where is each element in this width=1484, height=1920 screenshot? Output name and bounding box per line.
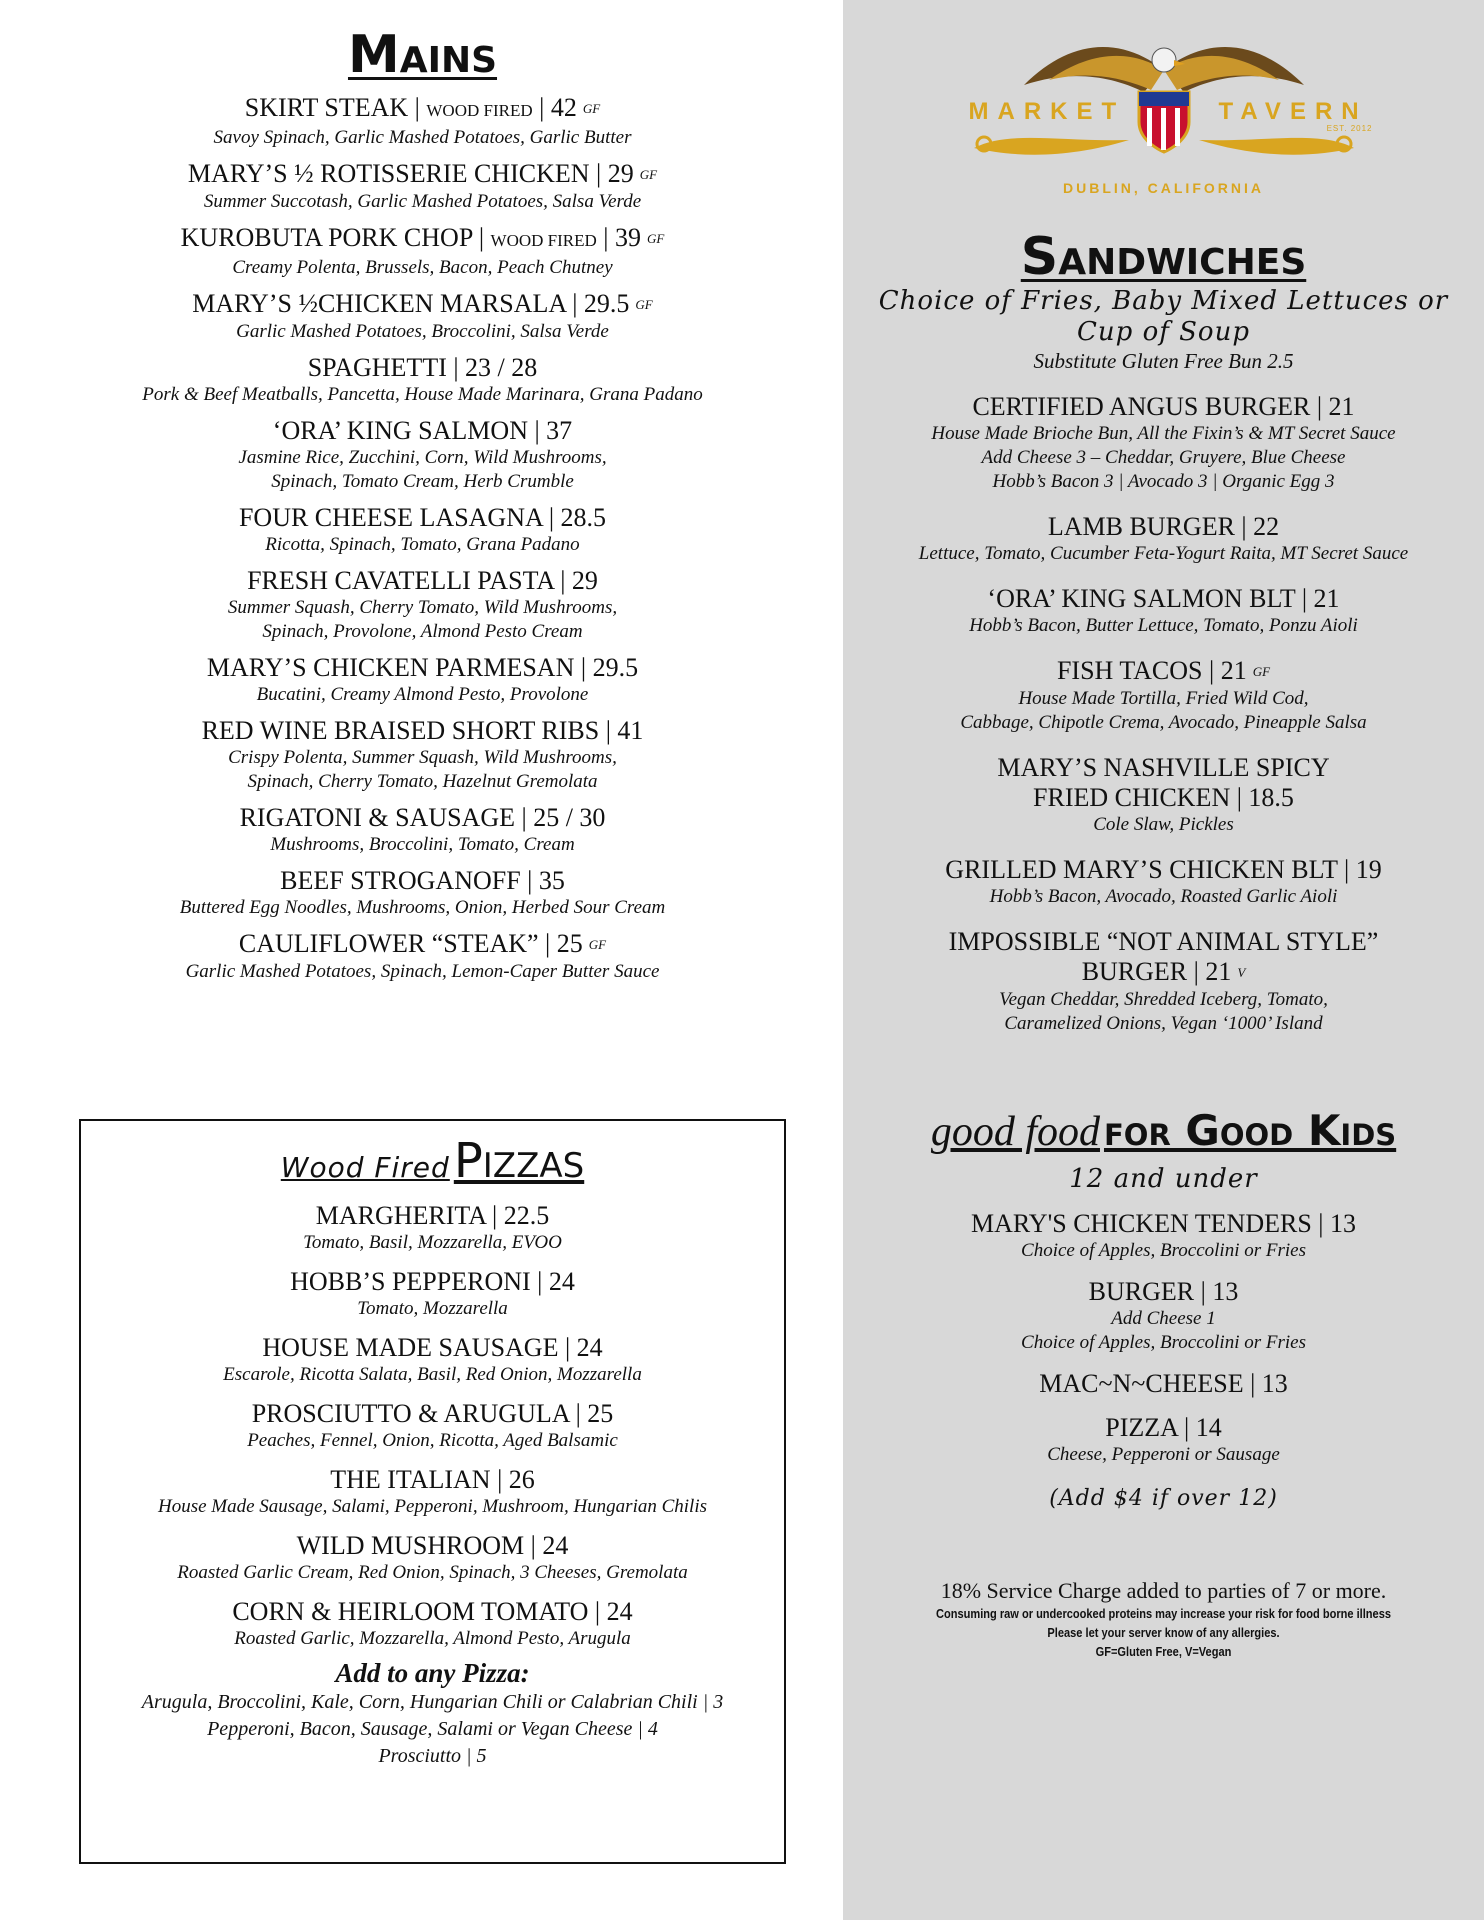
item-name-line <box>80 93 765 126</box>
item-name: SKIRT STEAK | <box>244 93 420 122</box>
mains-section <box>80 26 765 984</box>
kids-title-caps: for Good Kids <box>1103 1106 1397 1155</box>
logo-est: EST. 2012 <box>1326 124 1373 133</box>
item-description: Choice of Apples, Broccolini or Fries <box>1021 1240 1306 1261</box>
item-name-line <box>81 1267 784 1297</box>
addon-line: Arugula, Broccolini, Kale, Corn, Hungarian Chili or Calabrian Chili | 3 <box>141 1691 724 1713</box>
item-description: Add Cheese 3 – Cheddar, Gruyere, Blue Cheese <box>981 447 1346 468</box>
item-description: Cole Slaw, Pickles <box>1093 814 1234 835</box>
item-name-line <box>862 1209 1465 1239</box>
item-description: Ricotta, Spinach, Tomato, Grana Padano <box>265 534 580 555</box>
menu-item <box>862 392 1465 494</box>
item-name: MARY’S NASHVILLE SPICY <box>997 753 1330 782</box>
item-name: PIZZA | 14 <box>1105 1413 1222 1442</box>
item-description: Crispy Polenta, Summer Squash, Wild Mushrooms, <box>228 747 617 768</box>
menu-item <box>81 1465 784 1519</box>
item-name: FRESH CAVATELLI PASTA | 29 <box>247 566 598 595</box>
item-name: FRIED CHICKEN | 18.5 <box>1033 783 1294 812</box>
item-description: Spinach, Provolone, Almond Pesto Cream <box>262 621 583 642</box>
item-name: MARY’S CHICKEN PARMESAN | 29.5 <box>206 653 639 682</box>
diet-legend: GF=Gluten Free, V=Vegan <box>1095 1644 1232 1659</box>
item-description: Escarole, Ricotta Salata, Basil, Red Onion, Mozzarella <box>223 1364 642 1385</box>
item-name: BURGER | 21 <box>1081 957 1232 986</box>
item-name-line <box>80 929 765 960</box>
diet-tag: GF <box>1252 664 1271 679</box>
menu-item <box>862 927 1465 1036</box>
item-name: IMPOSSIBLE “NOT ANIMAL STYLE” <box>948 927 1379 956</box>
menu-item <box>81 1267 784 1321</box>
pizza-list <box>81 1201 784 1651</box>
item-name: GRILLED MARY’S CHICKEN BLT | 19 <box>945 855 1382 884</box>
item-name: CORN & HEIRLOOM TOMATO | 24 <box>232 1597 633 1626</box>
menu-item <box>80 223 765 280</box>
gluten-free-bun-note: Substitute Gluten Free Bun 2.5 <box>1033 349 1294 373</box>
item-price: | 42 <box>539 93 577 122</box>
pizza-title-prefix: Wood Fired <box>280 1151 450 1184</box>
item-name: CAULIFLOWER “STEAK” | 25 <box>238 929 583 958</box>
item-name-line <box>862 512 1465 542</box>
menu-item <box>862 753 1465 837</box>
item-name-line <box>80 566 765 596</box>
item-name-line <box>80 803 765 833</box>
menu-item <box>862 656 1465 735</box>
item-name-line <box>862 584 1465 614</box>
item-name-line <box>81 1465 784 1495</box>
addon-line: Prosciutto | 5 <box>378 1745 487 1767</box>
menu-item <box>81 1333 784 1387</box>
item-name: ‘ORA’ KING SALMON BLT | 21 <box>987 584 1340 613</box>
item-name-line <box>81 1597 784 1627</box>
item-name-line <box>80 416 765 446</box>
item-name-line <box>80 159 765 190</box>
item-description: Roasted Garlic Cream, Red Onion, Spinach, 3 Cheeses, Gremolata <box>177 1562 688 1583</box>
item-name: PROSCIUTTO & ARUGULA | 25 <box>251 1399 614 1428</box>
item-description: Spinach, Cherry Tomato, Hazelnut Gremolata <box>247 771 598 792</box>
item-description: Bucatini, Creamy Almond Pesto, Provolone <box>256 684 589 705</box>
item-description: House Made Sausage, Salami, Pepperoni, Mushroom, Hungarian Chilis <box>157 1496 708 1517</box>
mains-title: Mains <box>347 25 498 85</box>
item-name-line <box>862 1277 1465 1307</box>
item-description: Peaches, Fennel, Onion, Ricotta, Aged Balsamic <box>247 1430 618 1451</box>
item-name-line <box>862 927 1465 957</box>
item-description: Lettuce, Tomato, Cucumber Feta-Yogurt Raita, MT Secret Sauce <box>918 543 1409 564</box>
pizza-section <box>79 1119 786 1864</box>
kids-title-script: good food <box>930 1109 1100 1155</box>
menu-item <box>80 653 765 707</box>
menu-item <box>862 512 1465 566</box>
item-description: Tomato, Mozzarella <box>357 1298 508 1319</box>
diet-tag: GF <box>639 167 658 182</box>
allergy-note: Please let your server know of any allergies. <box>1047 1625 1280 1640</box>
cooking-method: WOOD FIRED <box>490 231 597 250</box>
item-name: HOBB’S PEPPERONI | 24 <box>290 1267 575 1296</box>
item-name-line <box>862 855 1465 885</box>
pizza-title-main: Pizzas <box>453 1133 585 1189</box>
item-description: Spinach, Tomato Cream, Herb Crumble <box>271 471 574 492</box>
menu-item <box>862 1413 1465 1467</box>
menu-item <box>81 1201 784 1255</box>
menu-item <box>862 1209 1465 1263</box>
item-description: Buttered Egg Noodles, Mushrooms, Onion, Herbed Sour Cream <box>179 897 666 918</box>
menu-item <box>80 93 765 150</box>
item-name-line <box>80 223 765 256</box>
right-column <box>862 30 1465 1661</box>
item-description: Hobb’s Bacon, Butter Lettuce, Tomato, Ponzu Aioli <box>969 615 1358 636</box>
diet-tag: GF <box>635 297 653 312</box>
item-description: Garlic Mashed Potatoes, Spinach, Lemon-Caper Butter Sauce <box>185 961 660 982</box>
menu-item <box>81 1399 784 1453</box>
diet-tag: V <box>1237 965 1246 980</box>
mains-list <box>80 93 765 984</box>
item-name-line <box>81 1333 784 1363</box>
diet-tag: GF <box>588 937 607 952</box>
menu-item <box>80 353 765 407</box>
item-description: Pork & Beef Meatballs, Pancetta, House Made Marinara, Grana Padano <box>142 384 703 405</box>
item-description: Mushrooms, Broccolini, Tomato, Cream <box>270 834 575 855</box>
item-name-line <box>862 1369 1465 1399</box>
item-description: Cheese, Pepperoni or Sausage <box>1047 1444 1280 1465</box>
item-description: Roasted Garlic, Mozzarella, Almond Pesto, Arugula <box>234 1628 631 1649</box>
item-name: THE ITALIAN | 26 <box>330 1465 535 1494</box>
menu-item <box>81 1597 784 1651</box>
item-description: Savoy Spinach, Garlic Mashed Potatoes, Garlic Butter <box>213 127 632 148</box>
item-name: ‘ORA’ KING SALMON | 37 <box>272 416 573 445</box>
item-name-line <box>80 866 765 896</box>
menu-item <box>862 584 1465 638</box>
sandwiches-subtitle: Cup of Soup <box>1077 317 1250 347</box>
item-name-line <box>862 392 1465 422</box>
item-name-line <box>80 716 765 746</box>
item-name-line <box>80 653 765 683</box>
item-price: | 39 <box>603 223 641 252</box>
kids-title <box>862 1106 1465 1156</box>
footer-notes <box>862 1578 1465 1661</box>
item-name: KUROBUTA PORK CHOP | <box>180 223 485 252</box>
cooking-method: WOOD FIRED <box>426 101 533 120</box>
menu-item <box>80 503 765 557</box>
item-name: FOUR CHEESE LASAGNA | 28.5 <box>238 503 607 532</box>
item-description: Jasmine Rice, Zucchini, Corn, Wild Mushrooms, <box>238 447 607 468</box>
sandwich-list <box>862 392 1465 1036</box>
item-description: Caramelized Onions, Vegan ‘1000’ Island <box>1004 1013 1323 1034</box>
item-description: Hobb’s Bacon, Avocado, Roasted Garlic Aioli <box>989 886 1338 907</box>
raw-food-warning: Consuming raw or undercooked proteins may increase your risk for food borne illness <box>935 1606 1391 1621</box>
item-name-line <box>81 1531 784 1561</box>
item-description: Vegan Cheddar, Shredded Iceberg, Tomato, <box>999 989 1328 1010</box>
logo-location: DUBLIN, CALIFORNIA <box>1063 180 1264 196</box>
market-tavern-logo <box>929 30 1399 200</box>
item-description: Summer Succotash, Garlic Mashed Potatoes, Salsa Verde <box>203 191 642 212</box>
logo-tavern-word: TAVERN <box>1218 98 1368 125</box>
item-name: RED WINE BRAISED SHORT RIBS | 41 <box>201 716 644 745</box>
item-name: FISH TACOS | 21 <box>1056 656 1247 685</box>
item-description: Cabbage, Chipotle Crema, Avocado, Pineapple Salsa <box>960 712 1367 733</box>
item-description: Tomato, Basil, Mozzarella, EVOO <box>303 1232 562 1253</box>
item-name-line <box>862 957 1465 988</box>
item-name: HOUSE MADE SAUSAGE | 24 <box>262 1333 603 1362</box>
item-description: Summer Squash, Cherry Tomato, Wild Mushrooms, <box>227 597 618 618</box>
item-name: LAMB BURGER | 22 <box>1047 512 1280 541</box>
menu-item <box>862 855 1465 909</box>
item-name: BEEF STROGANOFF | 35 <box>280 866 565 895</box>
item-name: MARY’S ½CHICKEN MARSALA | 29.5 <box>192 289 630 318</box>
diet-tag: GF <box>582 101 601 116</box>
item-name: CERTIFIED ANGUS BURGER | 21 <box>972 392 1355 421</box>
item-description: Add Cheese 1 <box>1111 1308 1216 1329</box>
item-name-line <box>862 753 1465 783</box>
menu-item <box>80 803 765 857</box>
item-name-line <box>81 1201 784 1231</box>
item-name-line <box>80 503 765 533</box>
kids-subtitle: 12 and under <box>1069 1164 1258 1194</box>
item-description: Hobb’s Bacon 3 | Avocado 3 | Organic Egg 3 <box>992 471 1335 492</box>
item-name-line <box>862 783 1465 813</box>
item-name: MAC~N~CHEESE | 13 <box>1039 1369 1288 1398</box>
item-description: House Made Brioche Bun, All the Fixin’s & MT Secret Sauce <box>931 423 1396 444</box>
item-name: WILD MUSHROOM | 24 <box>296 1531 569 1560</box>
diet-tag: GF <box>647 231 665 246</box>
menu-item <box>81 1531 784 1585</box>
item-name-line <box>81 1399 784 1429</box>
pizza-title <box>81 1133 784 1189</box>
addon-title: Add to any Pizza: <box>335 1658 530 1688</box>
menu-item <box>80 566 765 644</box>
kids-list <box>862 1209 1465 1467</box>
kids-note: (Add $4 if over 12) <box>1049 1486 1278 1511</box>
item-name-line <box>862 656 1465 687</box>
sandwiches-title: Sandwiches <box>1020 227 1307 287</box>
item-name-line <box>80 353 765 383</box>
menu-item <box>80 866 765 920</box>
item-description: House Made Tortilla, Fried Wild Cod, <box>1018 688 1309 709</box>
item-name: MARGHERITA | 22.5 <box>315 1201 550 1230</box>
menu-item <box>80 929 765 984</box>
item-name: RIGATONI & SAUSAGE | 25 / 30 <box>239 803 606 832</box>
item-name: MARY’S ½ ROTISSERIE CHICKEN | 29 <box>187 159 634 188</box>
item-name: BURGER | 13 <box>1088 1277 1239 1306</box>
item-description: Choice of Apples, Broccolini or Fries <box>1021 1332 1306 1353</box>
menu-item <box>862 1369 1465 1399</box>
item-name: SPAGHETTI | 23 / 28 <box>307 353 538 382</box>
item-description: Creamy Polenta, Brussels, Bacon, Peach Chutney <box>232 257 613 278</box>
service-charge-note: 18% Service Charge added to parties of 7 or more. <box>940 1578 1387 1603</box>
item-name: MARY'S CHICKEN TENDERS | 13 <box>970 1209 1356 1238</box>
menu-item <box>80 289 765 344</box>
logo-market-word: MARKET <box>968 98 1126 125</box>
sandwiches-subtitle: Choice of Fries, Baby Mixed Lettuces or <box>878 286 1449 316</box>
menu-item <box>80 416 765 494</box>
menu-item <box>862 1277 1465 1355</box>
item-name-line <box>862 1413 1465 1443</box>
menu-item <box>80 716 765 794</box>
addon-line: Pepperoni, Bacon, Sausage, Salami or Vegan Cheese | 4 <box>207 1718 658 1740</box>
item-description: Garlic Mashed Potatoes, Broccolini, Salsa Verde <box>236 321 609 342</box>
menu-item <box>80 159 765 214</box>
item-name-line <box>80 289 765 320</box>
